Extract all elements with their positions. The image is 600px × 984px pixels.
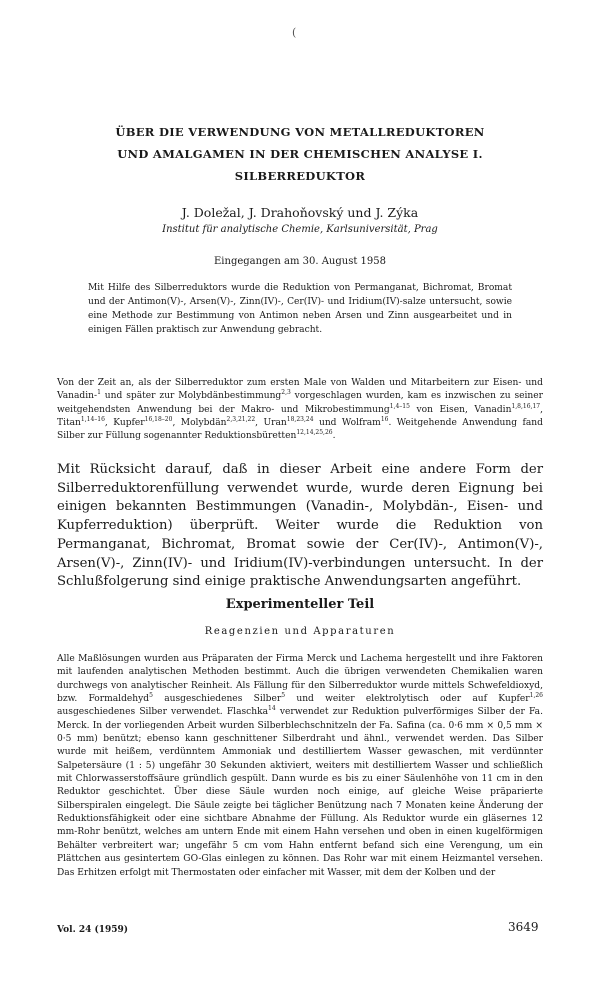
citation-ref: 12,14,25,26: [296, 429, 333, 437]
statement-paragraph: Mit Rücksicht darauf, daß in dieser Arbeit eine andere Form der Silberreduktorenfüllung verwendet wurde, wurde deren Eignung bei einigen bekannten Bestimmungen (Vanadin-, Molybdän-, Eisen- und Kupferreduktion) überprüft. Weiter wurde die Reduktion von Permanganat, Bichromat, Bromat sowie der Cer(IV)-, Antimon(V)-, Arsen(V)-, Zinn(IV)- und Iridium(IV)-verbindungen untersucht. In der Schlußfolgerung sind einige praktische Anwendungsarten angeführt.: [57, 462, 543, 590]
page-mark: (: [292, 26, 297, 39]
citation-ref: 2,3,21,22: [226, 415, 256, 423]
intro-text: , Molybdän: [172, 417, 227, 428]
intro-text: vorgeschlagen wurden, kam es inzwischen zu seiner weitgehendsten Anwendung bei der Makro- und Mikrobestimmung: [57, 391, 543, 415]
citation-ref: 1,4–15: [389, 402, 410, 410]
subsection-heading: Reagenzien und Apparaturen: [204, 626, 396, 637]
citation-ref: 16,18–20: [144, 415, 173, 423]
citation-ref: 1,26: [529, 692, 543, 699]
citation-ref: 1,14–16: [80, 415, 105, 423]
body-text: ausgeschiedenes Silber: [152, 694, 282, 705]
body-text: verwendet zur Reduktion pulverförmiges Silber der Fa. Merck. In der vorliegenden Arbeit wurden Silberblechschnitzeln der Fa. Safina (ca. 0·6 mm × 0,5 mm × 0·5 mm) benützt; ebenso kann geschnittener Silberdraht und ähnl., verwendet werden. Das Silber wurde mit heißem, verdünntem Ammoniak und destilliertem Wasser gewaschen, mit verdünnter Salpetersäure (1 : 5) ungefähr 30 Sekunden aktiviert, weiters mit destilliertem Wasser und schließlich mit Chlorwasserstoffsäure gründlich gespült. Dann wurde es bis zu einer Säulenhöhe von 11 cm in den Reduktor geschichtet. Über diese Säule wurden noch einige, auf gleiche Weise präparierte Silberspiralen eingelegt. Die Säule zeigte bei täglicher Benützung nach 7 Monaten keine Änderung der Reduktionsfähigkeit oder eine sichtbare Abnahme der Füllung. Als Reduktor wurde ein gläsernes 12 mm-Rohr benützt, welches am untern Ende mit einem Hahn versehen und oben in einen kugelförmigen Behälter verbreitert war; ungefähr 5 cm vom Hahn entfernt befand sich eine Verengung, um ein Plättchen aus gesintertem GO-Glas einlegen zu können. Das Rohr war mit einem Heizmantel versehen. Das Erhitzen erfolgt mit Thermostaten oder einfacher mit Wasser, mit dem der Kolben und der: [57, 707, 543, 878]
institute: Institut für analytische Chemie, Karlsuniversität, Prag: [162, 224, 438, 235]
citation-ref: 2,3: [281, 389, 291, 397]
intro-paragraph: [57, 377, 543, 443]
citation-ref: 18,23,24: [286, 415, 314, 423]
intro-text: von Eisen, Vanadin: [409, 404, 512, 415]
title-line-3: SILBERREDUKTOR: [234, 169, 366, 183]
intro-text: , Uran: [255, 417, 287, 428]
received-date: Eingegangen am 30. August 1958: [214, 256, 386, 267]
article-title: [60, 121, 540, 187]
body-text: ausgeschiedenes Silber verwendet. Flaschka: [57, 707, 269, 718]
intro-text: und später zur Molybdänbestimmung: [100, 391, 282, 402]
intro-text: , Titan: [57, 404, 543, 428]
citation-ref: 5: [281, 692, 286, 699]
abstract: Mit Hilfe des Silberreduktors wurde die Reduktion von Permanganat, Bichromat, Bromat und der Antimon(V)-, Arsen(V)-, Zinn(IV)-, Cer(IV)- und Iridium(IV)-salze untersucht, sowie eine Methode zur Bestimmung von Antimon neben Arsen und Zinn ausgearbeitet und in einigen Fällen praktisch zur Anwendung gebracht.: [88, 283, 512, 335]
intro-text: , Kupfer: [104, 417, 145, 428]
section-heading: Experimenteller Teil: [225, 597, 375, 612]
authors: J. Doležal, J. Drahoňovský und J. Zýka: [181, 205, 419, 220]
citation-ref: 5: [149, 692, 153, 699]
journal-volume: Vol. 24 (1959): [57, 925, 129, 935]
citation-ref: 16: [380, 415, 389, 423]
intro-text: .: [332, 431, 336, 442]
body-text: Alle Maßlösungen wurden aus Präparaten der Firma Merck und Lachema hergestellt und ihre Faktoren mit laufenden analytischen Methoden bestimmt. Auch die übrigen verwendeten Chemikalien waren durchwegs von analytischer Reinheit. Als Fällung für den Silberreduktor wurde mittels Schwefeldioxyd, bzw. Formaldehyd: [57, 654, 543, 705]
intro-text: Von der Zeit an, als der Silberreduktor zum ersten Male von Walden und Mitarbeitern zur Eisen- und Vanadin-: [57, 378, 543, 402]
body-text: und weiter elektrolytisch oder auf Kupfer: [285, 694, 530, 705]
body-paragraph: [57, 653, 543, 880]
title-line-1: ÜBER DIE VERWENDUNG VON METALLREDUKTOREN: [115, 125, 485, 139]
page-number: 3649: [508, 920, 539, 934]
citation-ref: 14: [268, 705, 276, 713]
intro-text: . Weitgehende Anwendung fand Silber zur Füllung sogenannter Reduktionsbüretten: [57, 417, 543, 442]
citation-ref: 1: [97, 389, 101, 397]
citation-ref: 1,8,16,17: [511, 402, 541, 410]
intro-text: und Wolfram: [313, 417, 381, 428]
title-line-2: UND AMALGAMEN IN DER CHEMISCHEN ANALYSE I.: [117, 147, 483, 161]
